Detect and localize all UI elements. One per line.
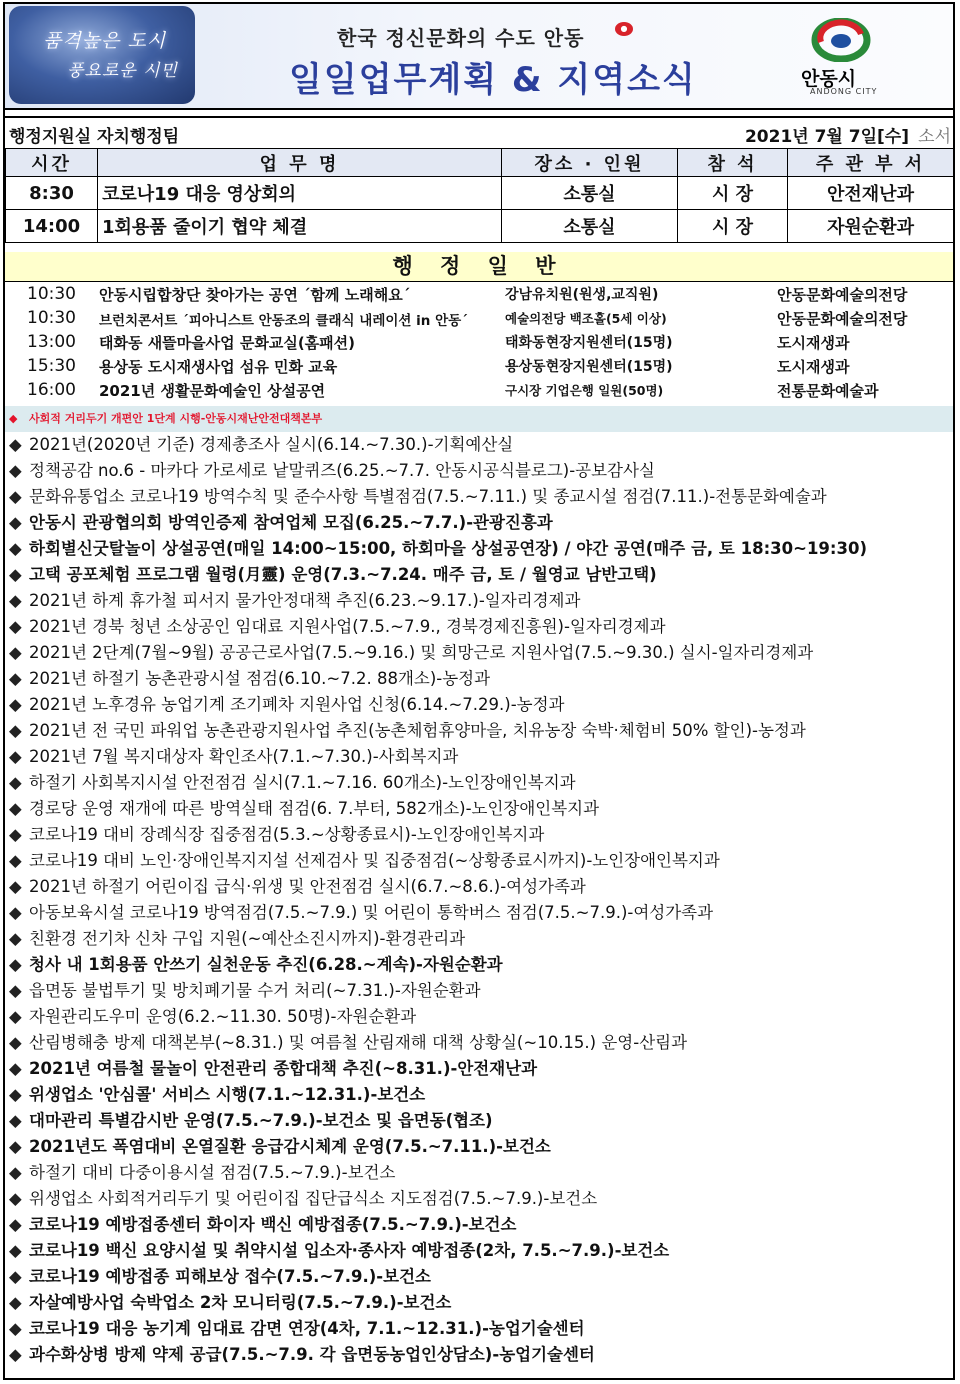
schedule-department: 안전재난과	[788, 177, 954, 210]
notice-text: 자살예방사업 숙박업소 2차 모니터링(7.5.~7.9.)-보건소	[29, 1293, 452, 1312]
notice-text: 2021년 하절기 어린이집 급식·위생 및 안전점검 실시(6.7.~8.6.)-여성가족과	[29, 877, 586, 896]
notice-item	[9, 1108, 493, 1134]
diamond-bullet-icon: ◆	[9, 747, 22, 766]
schedule-time: 14:00	[6, 210, 98, 243]
emblem-mark-icon: ●	[615, 22, 633, 36]
notice-text: 코로나19 예방접종 피해보상 접수(7.5.~7.9.)-보건소	[29, 1267, 431, 1286]
notice-item	[9, 978, 481, 1004]
notice-text: 읍면동 불법투기 및 방치폐기물 수거 처리(~7.31.)-자원순환과	[29, 981, 481, 1000]
admin-row	[5, 378, 953, 402]
notice-item	[9, 1264, 431, 1290]
notice-item	[9, 1316, 585, 1342]
notice-item	[9, 692, 565, 718]
diamond-bullet-icon: ◆	[9, 1319, 22, 1338]
admin-time: 10:30	[27, 308, 76, 328]
notice-item	[9, 1082, 425, 1108]
admin-time: 10:30	[27, 284, 76, 304]
admin-time: 13:00	[27, 332, 76, 352]
info-row	[5, 116, 953, 150]
notice-text: 2021년 전 국민 파워업 농촌관광지원사업 추진(농촌체험휴양마을, 치유농장 숙박·체험비 50% 할인)-농정과	[29, 721, 806, 740]
admin-row	[5, 282, 953, 306]
notice-text: 친환경 전기차 신차 구입 지원(~예산소진시까지)-환경관리과	[29, 929, 466, 948]
notice-text: 사회적 거리두기 개편안 1단계 시행-안동시재난안전대책본부	[29, 412, 323, 425]
notice-item	[9, 484, 827, 510]
diamond-bullet-icon: ◆	[9, 1163, 22, 1182]
season-label: 소서	[918, 127, 951, 147]
notice-text: 안동시 관광협의회 방역인증제 참여업체 모집(6.25.~7.7.)-관광진흥과	[29, 513, 553, 532]
diamond-bullet-icon: ◆	[9, 1033, 22, 1052]
notice-text: 2021년도 폭염대비 온열질환 응급감시체계 운영(7.5.~7.11.)-보건소	[29, 1137, 551, 1156]
notice-text: 청사 내 1회용품 안쓰기 실천운동 추진(6.28.~계속)-자원순환과	[29, 955, 503, 974]
notice-item	[9, 848, 720, 874]
notice-item	[9, 770, 576, 796]
diamond-bullet-icon: ◆	[9, 929, 22, 948]
notice-text: 2021년 하절기 농촌관광시설 점검(6.10.~7.2. 88개소)-농정과	[29, 669, 491, 688]
notice-item	[9, 1342, 595, 1368]
diamond-bullet-icon: ◆	[9, 461, 22, 480]
admin-organizer: 도시재생과	[777, 334, 850, 352]
notice-text: 2021년 경북 청년 소상공인 임대료 지원사업(7.5.~7.9., 경북경제진흥원)-일자리경제과	[29, 617, 666, 636]
notice-text: 코로나19 대비 노인·장애인복지지설 선제검사 및 집중점검(~상황종료시까지)-노인장애인복지과	[29, 851, 720, 870]
notice-item	[9, 432, 513, 458]
notice-text: 산림병해충 방제 대책본부(~8.31.) 및 여름철 산림재해 대책 상황실(~10.15.) 운영-산림과	[29, 1033, 688, 1052]
notice-item	[9, 718, 806, 744]
diamond-bullet-icon: ◆	[9, 1267, 22, 1286]
admin-place: 태화동현장지원센터(15명)	[505, 335, 673, 351]
diamond-bullet-icon: ◆	[9, 1007, 22, 1026]
admin-organizer: 전통문화예술과	[777, 382, 879, 400]
header-department: 주 관 부 서	[788, 149, 954, 177]
diamond-bullet-icon: ◆	[9, 669, 22, 688]
diamond-bullet-icon: ◆	[9, 539, 22, 558]
notice-item	[9, 1290, 451, 1316]
notice-item	[9, 1004, 416, 1030]
notice-text: 과수화상병 방제 약제 공급(7.5.~7.9. 각 읍면동농업인상담소)-농업기술센터	[29, 1345, 595, 1364]
diamond-bullet-icon: ◆	[9, 487, 22, 506]
diamond-bullet-icon: ◆	[9, 695, 22, 714]
admin-row	[5, 306, 953, 330]
slogan-badge	[9, 6, 195, 104]
logo-subtitle: ANDONG CITY	[810, 87, 878, 96]
slogan-line-2: 풍요로운 시민	[67, 61, 178, 81]
notice-text: 대마관리 특별감시반 운영(7.5.~7.9.)-보건소 및 읍면동(협조)	[29, 1111, 493, 1130]
notice-text: 하절기 대비 다중이용시설 점검(7.5.~7.9.)-보건소	[29, 1163, 396, 1182]
schedule-location: 소통실	[502, 177, 678, 210]
diamond-bullet-icon: ◆	[9, 799, 22, 818]
schedule-task: 코로나19 대응 영상회의	[98, 177, 502, 210]
notice-text: 코로나19 대비 장례식장 집중점검(5.3.~상황종료시)-노인장애인복지과	[29, 825, 545, 844]
notice-text: 위생업소 사회적거리두기 및 어린이집 집단급식소 지도점검(7.5.~7.9.)-보건소	[29, 1189, 598, 1208]
header-task: 업 무 명	[98, 149, 502, 177]
admin-event: 브런치콘서트 ´피아니스트 안동조의 클래식 내레이션 in 안동´	[99, 313, 468, 329]
admin-event: 용상동 도시재생사업 섬유 민화 교육	[99, 358, 338, 376]
schedule-department: 자원순환과	[788, 210, 954, 243]
diamond-bullet-icon: ◆	[9, 513, 22, 532]
admin-organizer: 안동문화예술의전당	[777, 286, 908, 304]
notice-text: 2021년 여름철 물놀이 안전관리 종합대책 추진(~8.31.)-안전재난과	[29, 1059, 538, 1078]
admin-place: 강남유치원(원생,교직원)	[505, 287, 659, 303]
notice-item	[9, 1134, 551, 1160]
diamond-bullet-icon: ◆	[9, 643, 22, 662]
notice-item	[9, 796, 599, 822]
notice-text: 위생업소 '안심콜' 서비스 시행(7.1.~12.31.)-보건소	[29, 1085, 426, 1104]
admin-row	[5, 354, 953, 378]
notice-item	[9, 510, 553, 536]
header-time: 시간	[6, 149, 98, 177]
schedule-row	[6, 177, 954, 210]
schedule-attendee: 시 장	[678, 177, 788, 210]
diamond-bullet-icon: ◆	[9, 1293, 22, 1312]
admin-list	[5, 282, 953, 407]
admin-organizer: 안동문화예술의전당	[777, 310, 908, 328]
notice-item	[9, 1056, 537, 1082]
notice-text: 2021년 노후경유 농업기계 조기폐차 지원사업 신청(6.14.~7.29.)-농정과	[29, 695, 565, 714]
admin-row	[5, 330, 953, 354]
notice-text: 고택 공포체험 프로그램 월령(月靈) 운영(7.3.~7.24. 매주 금, 토 / 월영교 남반고택)	[29, 565, 657, 584]
notice-text: 경로당 운영 재개에 따른 방역실태 점검(6. 7.부터, 582개소)-노인장애인복지과	[29, 799, 600, 818]
document-page	[3, 2, 955, 1380]
notice-item	[9, 588, 580, 614]
notice-text: 코로나19 예방접종센터 화이자 백신 예방접종(7.5.~7.9.)-보건소	[29, 1215, 517, 1234]
notice-text: 아동보육시설 코로나19 방역점검(7.5.~7.9.) 및 어린이 통학버스 점검(7.5.~7.9.)-여성가족과	[29, 903, 714, 922]
diamond-bullet-icon: ◆	[9, 1189, 22, 1208]
notice-item	[9, 952, 503, 978]
notice-item	[9, 1186, 597, 1212]
diamond-bullet-icon: ◆	[9, 1215, 22, 1234]
notice-item	[9, 666, 490, 692]
notice-item	[9, 536, 867, 562]
admin-time: 15:30	[27, 356, 76, 376]
notice-text: 자원관리도우미 운영(6.2.~11.30. 50명)-자원순환과	[29, 1007, 417, 1026]
notice-item	[9, 1160, 395, 1186]
diamond-bullet-icon: ◆	[9, 903, 22, 922]
notice-text: 하절기 사회복지시설 안전점검 실시(7.1.~7.16. 60개소)-노인장애인복지과	[29, 773, 576, 792]
notice-item	[9, 614, 666, 640]
header-banner	[5, 4, 953, 110]
schedule-time: 8:30	[6, 177, 98, 210]
notice-item	[9, 1238, 669, 1264]
notice-text: 2021년 2단계(7월~9월) 공공근로사업(7.5.~9.16.) 및 희망근로 지원사업(7.5.~9.30.) 실시-일자리경제과	[29, 643, 814, 662]
diamond-bullet-icon: ◆	[9, 435, 22, 454]
notice-item	[9, 1030, 687, 1056]
admin-time: 16:00	[27, 380, 76, 400]
diamond-bullet-icon: ◆	[9, 773, 22, 792]
department-label: 행정지원실 자치행정팀	[9, 127, 180, 147]
diamond-bullet-icon: ◆	[9, 825, 22, 844]
page-title: 일일업무계획 & 지역소식	[289, 60, 697, 100]
notice-item	[9, 562, 657, 588]
admin-event: 태화동 새뜰마을사업 문화교실(홈패션)	[99, 334, 355, 352]
notice-text: 2021년 하계 휴가철 피서지 물가안정대책 추진(6.23.~9.17.)-일자리경제과	[29, 591, 581, 610]
diamond-bullet-icon: ◆	[9, 981, 22, 1000]
schedule-task: 1회용품 줄이기 협약 체결	[98, 210, 502, 243]
notice-text: 하회별신굿탈놀이 상설공연(매일 14:00~15:00, 하회마을 상설공연장) / 야간 공연(매주 금, 토 18:30~19:30)	[29, 539, 868, 558]
notice-item	[9, 926, 465, 952]
diamond-bullet-icon: ◆	[9, 721, 22, 740]
banner-subtitle: 한국 정신문화의 수도 안동	[337, 26, 585, 50]
admin-event: 안동시립합창단 찾아가는 공연 ´함께 노래해요´	[99, 286, 411, 304]
notice-text: 2021년(2020년 기준) 경제총조사 실시(6.14.~7.30.)-기획예산실	[29, 435, 514, 454]
schedule-attendee: 시 장	[678, 210, 788, 243]
notice-text: 문화유통업소 코로나19 방역수칙 및 준수사항 특별점검(7.5.~7.11.) 및 종교시설 점검(7.11.)-전통문화예술과	[29, 487, 827, 506]
schedule-table	[5, 148, 954, 243]
date-label: 2021년 7월 7일[수]	[744, 127, 909, 147]
diamond-bullet-icon: ◆	[9, 1137, 22, 1156]
logo-name: 안동시	[801, 68, 857, 90]
notice-text: 코로나19 대응 농기계 임대료 감면 연장(4차, 7.1.~12.31.)-농업기술센터	[29, 1319, 585, 1338]
header-attendee: 참 석	[678, 149, 788, 177]
diamond-bullet-icon: ◆	[9, 1345, 22, 1364]
diamond-bullet-icon: ◆	[9, 565, 22, 584]
notice-item	[9, 900, 713, 926]
notice-headline	[5, 406, 953, 432]
admin-section-header: 행 정 일 반	[5, 252, 953, 282]
admin-event: 2021년 생활문화예술인 상설공연	[99, 382, 326, 400]
schedule-location: 소통실	[502, 210, 678, 243]
notice-item	[9, 640, 813, 666]
schedule-header-row	[6, 149, 954, 177]
diamond-bullet-icon: ◆	[9, 955, 22, 974]
diamond-bullet-icon: ◆	[9, 1059, 22, 1078]
admin-organizer: 도시재생과	[777, 358, 850, 376]
diamond-bullet-icon: ◆	[9, 877, 22, 896]
admin-place: 용상동현장지원센터(15명)	[505, 359, 673, 375]
notice-text: 정책공감 no.6 - 마카다 가로세로 낱말퀴즈(6.25.~7.7. 안동시공식블로그)-공보감사실	[29, 461, 655, 480]
notice-text: 2021년 7월 복지대상자 확인조사(7.1.~7.30.)-사회복지과	[29, 747, 459, 766]
diamond-bullet-icon: ◆	[9, 1241, 22, 1260]
notice-text: 코로나19 백신 요양시설 및 취약시설 입소자·종사자 예방접종(2차, 7.5.~7.9.)-보건소	[29, 1241, 670, 1260]
admin-place: 구시장 기업은행 일원(50명)	[505, 383, 664, 398]
notice-item	[9, 874, 586, 900]
diamond-bullet-icon: ◆	[9, 412, 18, 425]
slogan-line-1: 품격높은 도시	[43, 30, 167, 52]
admin-place: 예술의전당 백조홀(5세 이상)	[505, 311, 667, 326]
schedule-row	[6, 210, 954, 243]
diamond-bullet-icon: ◆	[9, 851, 22, 870]
notice-item	[9, 458, 655, 484]
notice-item	[9, 822, 544, 848]
notice-item	[9, 1212, 516, 1238]
diamond-bullet-icon: ◆	[9, 1111, 22, 1130]
diamond-bullet-icon: ◆	[9, 1085, 22, 1104]
andong-logo-icon	[811, 18, 871, 62]
header-location: 장소 · 인원	[502, 149, 678, 177]
diamond-bullet-icon: ◆	[9, 591, 22, 610]
notice-item	[9, 744, 458, 770]
diamond-bullet-icon: ◆	[9, 617, 22, 636]
